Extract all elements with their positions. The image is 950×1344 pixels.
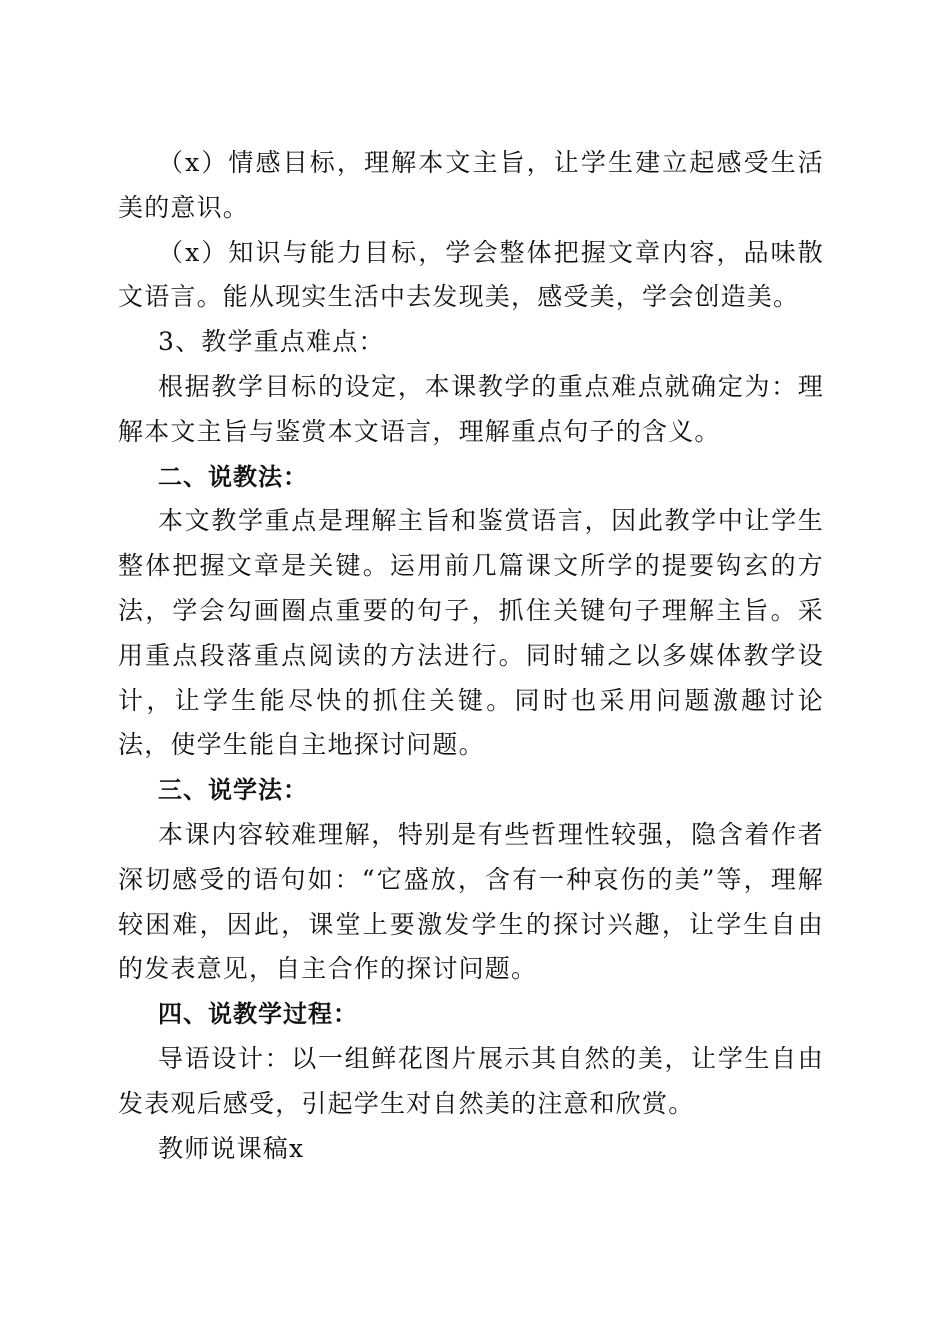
section-heading-teaching-process: 四、说教学过程： — [158, 1000, 358, 1029]
paragraph-learning-method: 本课内容较难理解，特别是有些哲理性较强，隐含着作者深切感受的语句如：“它盛放，含有一种哀伤的美”等，理解较困难，因此，课堂上要激发学生的探讨兴趣，让学生自由的发表意见，自主合作的探讨问题。 — [118, 819, 824, 984]
paragraph-teaching-method: 本文教学重点是理解主旨和鉴赏语言，因此教学中让学生整体把握文章是关键。运用前几篇课文所学的提要钩玄的方法，学会勾画圈点重要的句子，抓住关键句子理解主旨。采用重点段落重点阅读的方法进行。同时辅之以多媒体教学设计，让学生能尽快的抓住关键。同时也采用问题激趣讨论法，使学生能自主地探讨问题。 — [118, 506, 824, 760]
paragraph-emotion-goal: （x）情感目标，理解本文主旨，让学生建立起感受生活美的意识。 — [118, 148, 824, 222]
document-body — [118, 141, 824, 1171]
paragraph-key-points-label: 3、教学重点难点： — [158, 327, 385, 357]
paragraph-introduction-design: 导语设计：以一组鲜花图片展示其自然的美，让学生自由发表观后感受，引起学生对自然美的注意和欣赏。 — [118, 1043, 824, 1118]
section-heading-teaching-method: 二、说教法： — [158, 462, 308, 491]
paragraph-key-points: 根据教学目标的设定，本课教学的重点难点就确定为：理解本文主旨与鉴赏本文语言，理解重点句子的含义。 — [118, 371, 824, 446]
paragraph-knowledge-goal: （x）知识与能力目标，学会整体把握文章内容，品味散文语言。能从现实生活中去发现美，感受美，学会创造美。 — [118, 237, 824, 312]
paragraph-footer-title: 教师说课稿x — [158, 1133, 305, 1163]
section-heading-learning-method: 三、说学法： — [158, 776, 308, 805]
